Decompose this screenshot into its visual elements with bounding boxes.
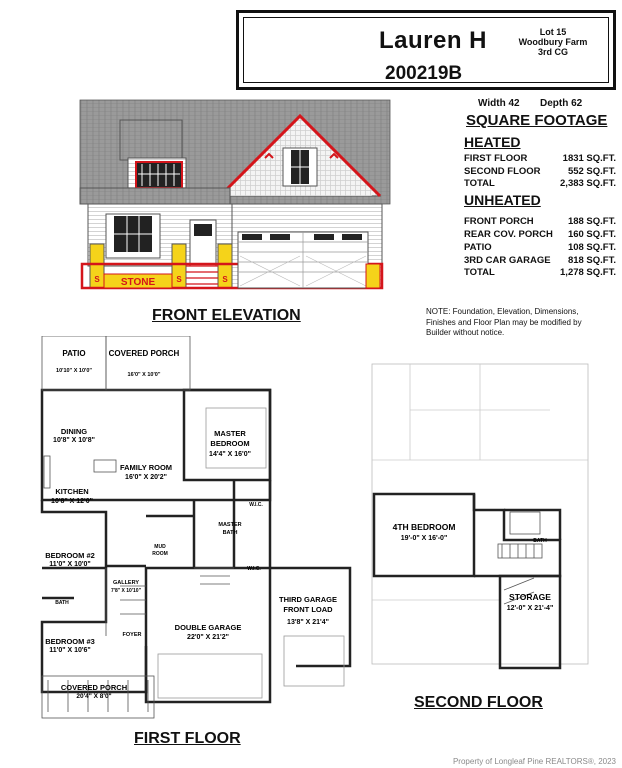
- stone-label: STONE: [120, 277, 156, 288]
- row-label: FIRST FLOOR: [464, 153, 528, 164]
- room-label: BEDROOM: [210, 439, 250, 448]
- room-dimension: 11'0" X 10'0": [49, 561, 91, 568]
- room-label: BEDROOM #2: [45, 551, 95, 560]
- room-label: BATH: [533, 538, 547, 544]
- dormer-roof: [120, 120, 182, 160]
- unheated-row: [464, 267, 616, 279]
- unheated-row: [464, 242, 616, 254]
- room-label: THIRD GARAGE: [279, 595, 337, 604]
- room-label: BATH: [55, 600, 69, 606]
- room-label: DINING: [60, 427, 88, 436]
- room-dimension: 13'8" X 21'4": [287, 619, 329, 626]
- row-label: PATIO: [464, 242, 492, 253]
- room-label: GALLERY: [112, 580, 140, 586]
- room-label: KITCHEN: [55, 487, 89, 496]
- row-label: FRONT PORCH: [464, 216, 534, 227]
- room-label: DOUBLE GARAGE: [174, 623, 242, 632]
- room-label: ROOM: [152, 551, 168, 557]
- room-dimension: 10'10" X 10'0": [56, 368, 92, 374]
- covered-porch-outline: [106, 336, 190, 390]
- room-dimension: 11'0" X 10'6": [49, 647, 91, 654]
- room-label: MASTER: [218, 522, 242, 528]
- stone-marker: S: [94, 275, 100, 284]
- heated-title: HEATED: [464, 134, 521, 150]
- row-value: 2,383 SQ.FT.: [560, 178, 616, 189]
- second-floor-caption: SECOND FLOOR: [414, 694, 543, 711]
- storage-outline: [500, 576, 560, 668]
- room-dimension: 14'4" X 16'0": [209, 451, 251, 458]
- room-dimension: 12'-0" X 21'-4": [506, 605, 554, 612]
- row-label: SECOND FLOOR: [464, 166, 541, 177]
- patio-outline: [42, 336, 106, 390]
- row-value: 160 SQ.FT.: [567, 229, 616, 240]
- unheated-title: UNHEATED: [464, 192, 541, 208]
- row-label: TOTAL: [464, 178, 495, 189]
- first-floor-plan: [34, 336, 360, 722]
- room-label: W.I.C.: [247, 566, 261, 572]
- depth-label: Depth 62: [540, 98, 583, 109]
- row-label: TOTAL: [464, 267, 495, 278]
- room-label: PATIO: [62, 349, 86, 358]
- unheated-row: [464, 229, 616, 241]
- subdivision-name: Woodbury Farm: [518, 37, 588, 47]
- room-dimension: 10'8" X 10'8": [53, 437, 95, 444]
- room-label: 4TH BEDROOM: [392, 522, 456, 532]
- row-label: REAR COV. PORCH: [464, 229, 553, 240]
- plan-number: 200219B: [385, 63, 463, 84]
- row-value: 108 SQ.FT.: [567, 242, 616, 253]
- room-label: MASTER: [214, 429, 246, 438]
- room-label: MUD: [154, 544, 166, 550]
- heated-row: [464, 178, 616, 190]
- square-footage-title: SQUARE FOOTAGE: [466, 112, 608, 129]
- stone-marker: S: [222, 275, 228, 284]
- row-value: 1831 SQ.FT.: [562, 153, 616, 164]
- plan-name: Lauren H: [379, 27, 488, 54]
- room-label: BEDROOM #3: [45, 637, 95, 646]
- unheated-row: [464, 216, 616, 228]
- room-label: FAMILY ROOM: [119, 463, 173, 472]
- row-value: 188 SQ.FT.: [567, 216, 616, 227]
- lot-info: [513, 27, 593, 57]
- subdivision-phase: 3rd CG: [537, 47, 568, 57]
- row-value: 818 SQ.FT.: [567, 255, 616, 266]
- room-dimension: 10'8" X 12'0": [51, 498, 93, 505]
- room-label: FRONT LOAD: [283, 605, 333, 614]
- room-dimension: 16'0" X 20'2": [125, 474, 167, 481]
- third-garage-walls: [270, 568, 350, 666]
- stone-marker: S: [176, 275, 182, 284]
- row-value: 1,278 SQ.FT.: [560, 267, 616, 278]
- room-label: COVERED PORCH: [108, 349, 180, 358]
- room-label: COVERED PORCH: [60, 683, 128, 692]
- disclaimer-note: NOTE: Foundation, Elevation, Dimensions, Finishes and Floor Plan may be modified by Builder without notice.: [426, 307, 582, 337]
- row-label: 3RD CAR GARAGE: [464, 255, 551, 266]
- room-dimension: 22'0" X 21'2": [187, 634, 229, 641]
- room-label: STORAGE: [509, 592, 551, 602]
- watermark: Property of Longleaf Pine REALTORS®, 2023: [452, 757, 616, 766]
- room-label: BATH: [222, 530, 238, 536]
- heated-row: [464, 153, 616, 165]
- room-dimension: 19'-0" X 16'-0": [400, 535, 448, 542]
- front-elevation-drawing: [78, 96, 392, 292]
- room-dimension: 7'8" X 10'10": [111, 588, 141, 594]
- left-wing-walls: [42, 500, 146, 692]
- front-elevation-caption: FRONT ELEVATION: [152, 307, 301, 324]
- room-label: W.I.C.: [249, 502, 263, 508]
- dormer-window: [136, 162, 182, 188]
- first-floor-caption: FIRST FLOOR: [134, 730, 241, 747]
- width-label: Width 42: [478, 98, 520, 109]
- heated-row: [464, 166, 616, 178]
- room-dimension: 16'0" X 10'0": [127, 372, 161, 378]
- second-floor-plan: [370, 360, 592, 674]
- lot-number: Lot 15: [539, 27, 567, 37]
- row-value: 552 SQ.FT.: [567, 166, 616, 177]
- room-dimension: 20'4" X 8'0": [76, 693, 112, 700]
- room-label: FOYER: [122, 632, 142, 638]
- title-box: [236, 10, 616, 90]
- unheated-row: [464, 255, 616, 267]
